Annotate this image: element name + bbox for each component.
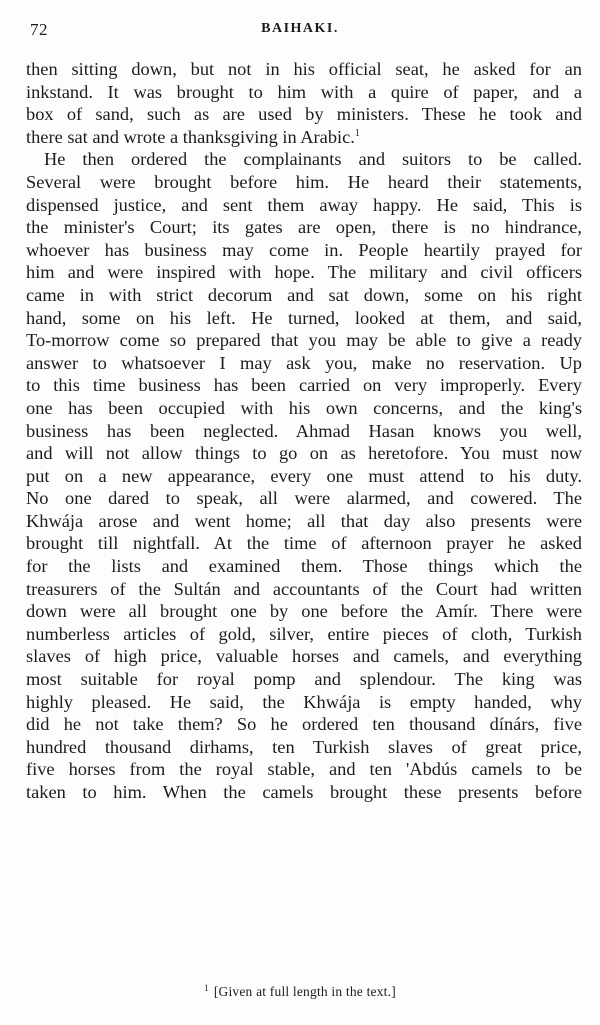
text-line: to this time business has been carried on very improperly. Every <box>26 375 582 396</box>
footnote-marker: 1 <box>204 983 209 993</box>
text-line: brought till nightfall. At the time of afternoon prayer he asked <box>26 533 582 554</box>
page-number: 72 <box>30 20 48 39</box>
text-line: Khwája arose and went home; all that day also presents were <box>26 510 582 531</box>
footnote-reference: 1 <box>354 127 360 139</box>
text-line: one has been occupied with his own concerns, and the king's <box>26 397 582 418</box>
footnote <box>0 984 600 1000</box>
text-line: came in with strict decorum and sat down, some on his right <box>26 284 582 305</box>
text-line: down were all brought one by one before the Amír. There were <box>26 601 582 622</box>
text-line: whoever has business may come in. People heartily prayed for <box>26 239 582 260</box>
text-line: five horses from the royal stable, and ten 'Abdús camels to be <box>26 759 582 780</box>
text-line: slaves of high price, valuable horses and camels, and everything <box>26 646 582 667</box>
text-line: hand, some on his left. He turned, looked at them, and said, <box>26 307 582 328</box>
text-line: did he not take them? So he ordered ten thousand dínárs, five <box>26 714 582 735</box>
text-line: put on a new appearance, every one must attend to his duty. <box>26 465 582 486</box>
text-line: the minister's Court; its gates are open, there is no hindrance, <box>26 217 582 238</box>
footnote-text: [Given at full length in the text.] <box>213 984 396 999</box>
text-line: numberless articles of gold, silver, entire pieces of cloth, Turkish <box>26 623 582 644</box>
text-line: for the lists and examined them. Those things which the <box>26 556 582 577</box>
text-line: To-morrow come so prepared that you may be able to give a ready <box>26 330 582 351</box>
text-line: He then ordered the complainants and suitors to be called. <box>44 149 582 170</box>
text-line: answer to whatsoever I may ask you, make no reservation. Up <box>26 352 582 373</box>
text-line-content: there sat and wrote a thanksgiving in Arabic. <box>26 126 355 147</box>
text-line: and will not allow things to go on as heretofore. You must now <box>26 443 582 464</box>
text-line: box of sand, such as are used by ministers. These he took and <box>26 104 582 125</box>
running-head: BAIHAKI. <box>261 21 339 36</box>
text-line: Several were brought before him. He heard their statements, <box>26 171 582 192</box>
text-line: treasurers of the Sultán and accountants of the Court had written <box>26 578 582 599</box>
text-line: him and were inspired with hope. The military and civil officers <box>26 262 582 283</box>
text-line: most suitable for royal pomp and splendour. The king was <box>26 669 582 690</box>
text-line: taken to him. When the camels brought these presents before <box>26 782 582 802</box>
text-line: hundred thousand dirhams, ten Turkish slaves of great price, <box>26 736 582 757</box>
text-line: business has been neglected. Ahmad Hasan knows you well, <box>26 420 582 441</box>
text-line: inkstand. It was brought to him with a quire of paper, and a <box>26 81 582 102</box>
text-line: highly pleased. He said, the Khwája is empty handed, why <box>26 691 582 712</box>
text-line: No one dared to speak, all were alarmed, and cowered. The <box>26 488 582 509</box>
body-text <box>26 58 582 804</box>
text-line <box>26 126 582 149</box>
text-line: then sitting down, but not in his official seat, he asked for an <box>26 59 582 79</box>
text-line: dispensed justice, and sent them away happy. He said, This is <box>26 194 582 215</box>
